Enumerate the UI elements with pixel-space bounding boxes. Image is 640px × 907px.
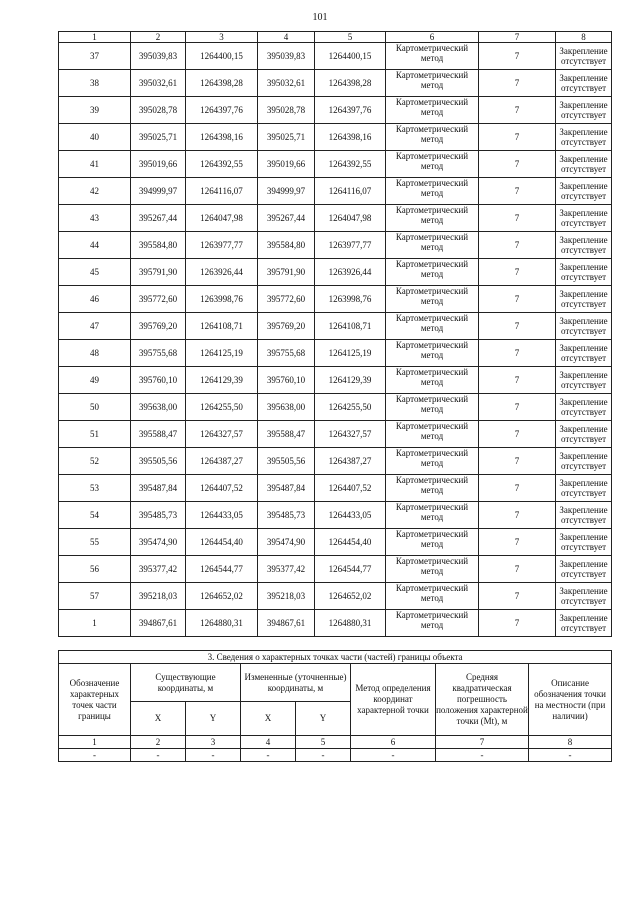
table-row xyxy=(59,421,612,448)
changed-x-cell: 395267,44 xyxy=(258,205,315,232)
changed-y-cell: 1264433,05 xyxy=(315,502,386,529)
error-cell: 7 xyxy=(479,205,556,232)
num-cell: 7 xyxy=(436,736,529,749)
changed-x-cell: 395218,03 xyxy=(258,583,315,610)
existing-y-cell: 1263926,44 xyxy=(186,259,258,286)
fixation-cell: Закрепление отсутствует xyxy=(556,610,612,637)
changed-y-cell: 1264392,55 xyxy=(315,151,386,178)
existing-x-cell: 395584,80 xyxy=(131,232,186,259)
changed-x-cell: 395769,20 xyxy=(258,313,315,340)
fixation-cell: Закрепление отсутствует xyxy=(556,583,612,610)
method-cell: Картометрический метод xyxy=(386,178,479,205)
method-cell: Картометрический метод xyxy=(386,502,479,529)
fixation-cell: Закрепление отсутствует xyxy=(556,502,612,529)
num-cell: 6 xyxy=(351,736,436,749)
empty-cell: - xyxy=(296,749,351,762)
error-cell: 7 xyxy=(479,124,556,151)
existing-y-cell: 1264387,27 xyxy=(186,448,258,475)
error-cell: 7 xyxy=(479,313,556,340)
fixation-cell: Закрепление отсутствует xyxy=(556,232,612,259)
error-cell: 7 xyxy=(479,556,556,583)
changed-y-cell: 1263977,77 xyxy=(315,232,386,259)
changed-y-cell: 1264400,15 xyxy=(315,43,386,70)
method-cell: Картометрический метод xyxy=(386,448,479,475)
section3-empty-row xyxy=(59,749,612,762)
method-cell: Картометрический метод xyxy=(386,286,479,313)
fixation-cell: Закрепление отсутствует xyxy=(556,286,612,313)
table-row xyxy=(59,313,612,340)
error-cell: 7 xyxy=(479,448,556,475)
changed-x-cell: 395638,00 xyxy=(258,394,315,421)
existing-y-cell: 1264544,77 xyxy=(186,556,258,583)
table-row xyxy=(59,178,612,205)
changed-y-cell: 1264652,02 xyxy=(315,583,386,610)
point-number-cell: 56 xyxy=(59,556,131,583)
method-cell: Картометрический метод xyxy=(386,259,479,286)
fixation-cell: Закрепление отсутствует xyxy=(556,313,612,340)
existing-y-cell: 1263977,77 xyxy=(186,232,258,259)
changed-y-cell: 1264255,50 xyxy=(315,394,386,421)
existing-y-cell: 1264398,28 xyxy=(186,70,258,97)
table-row xyxy=(59,556,612,583)
changed-y-cell: 1263926,44 xyxy=(315,259,386,286)
existing-x-cell: 394867,61 xyxy=(131,610,186,637)
table-row xyxy=(59,97,612,124)
method-cell: Картометрический метод xyxy=(386,124,479,151)
header-cell: 6 xyxy=(386,32,479,43)
table-row xyxy=(59,259,612,286)
existing-y-cell: 1264392,55 xyxy=(186,151,258,178)
fixation-cell: Закрепление отсутствует xyxy=(556,70,612,97)
existing-y-cell: 1264255,50 xyxy=(186,394,258,421)
table-row xyxy=(59,232,612,259)
existing-x-cell: 395505,56 xyxy=(131,448,186,475)
changed-x-cell: 395505,56 xyxy=(258,448,315,475)
method-cell: Картометрический метод xyxy=(386,97,479,124)
changed-x-cell: 395772,60 xyxy=(258,286,315,313)
changed-y-cell: 1263998,76 xyxy=(315,286,386,313)
header-cell: 2 xyxy=(131,32,186,43)
changed-x-cell: 395377,42 xyxy=(258,556,315,583)
point-number-cell: 45 xyxy=(59,259,131,286)
point-number-cell: 47 xyxy=(59,313,131,340)
num-cell: 2 xyxy=(131,736,186,749)
point-number-cell: 48 xyxy=(59,340,131,367)
changed-x-cell: 395584,80 xyxy=(258,232,315,259)
existing-y-cell: 1264880,31 xyxy=(186,610,258,637)
point-number-cell: 46 xyxy=(59,286,131,313)
fixation-cell: Закрепление отсутствует xyxy=(556,475,612,502)
error-cell: 7 xyxy=(479,583,556,610)
error-cell: 7 xyxy=(479,610,556,637)
error-cell: 7 xyxy=(479,394,556,421)
table-row xyxy=(59,502,612,529)
point-number-cell: 52 xyxy=(59,448,131,475)
existing-y-cell: 1264398,16 xyxy=(186,124,258,151)
changed-y-header: Y xyxy=(296,702,351,736)
empty-cell: - xyxy=(186,749,241,762)
empty-cell: - xyxy=(59,749,131,762)
existing-y-cell: 1264407,52 xyxy=(186,475,258,502)
empty-cell: - xyxy=(351,749,436,762)
section3-table xyxy=(58,650,612,762)
method-cell: Картометрический метод xyxy=(386,70,479,97)
col-changed-header: Измененные (уточненные) координаты, м xyxy=(241,664,351,702)
method-cell: Картометрический метод xyxy=(386,421,479,448)
changed-x-cell: 395019,66 xyxy=(258,151,315,178)
table-row xyxy=(59,583,612,610)
existing-x-cell: 395485,73 xyxy=(131,502,186,529)
method-cell: Картометрический метод xyxy=(386,610,479,637)
existing-y-cell: 1264108,71 xyxy=(186,313,258,340)
error-cell: 7 xyxy=(479,232,556,259)
changed-y-cell: 1264129,39 xyxy=(315,367,386,394)
existing-y-cell: 1264433,05 xyxy=(186,502,258,529)
changed-y-cell: 1264407,52 xyxy=(315,475,386,502)
existing-y-cell: 1264400,15 xyxy=(186,43,258,70)
point-number-cell: 49 xyxy=(59,367,131,394)
method-cell: Картометрический метод xyxy=(386,232,479,259)
fixation-cell: Закрепление отсутствует xyxy=(556,556,612,583)
changed-y-cell: 1264454,40 xyxy=(315,529,386,556)
changed-x-cell: 395755,68 xyxy=(258,340,315,367)
existing-x-cell: 395039,83 xyxy=(131,43,186,70)
col-designation-header: Обозначение характерных точек части границы xyxy=(59,664,131,736)
existing-x-cell: 395760,10 xyxy=(131,367,186,394)
table-row xyxy=(59,286,612,313)
changed-x-cell: 395025,71 xyxy=(258,124,315,151)
method-cell: Картометрический метод xyxy=(386,556,479,583)
table-row xyxy=(59,70,612,97)
changed-y-cell: 1264387,27 xyxy=(315,448,386,475)
error-cell: 7 xyxy=(479,475,556,502)
existing-y-cell: 1264116,07 xyxy=(186,178,258,205)
existing-x-cell: 395474,90 xyxy=(131,529,186,556)
header-cell: 3 xyxy=(186,32,258,43)
changed-y-cell: 1264116,07 xyxy=(315,178,386,205)
col-error-header: Средняя квадратическая погрешность положения характерной точки (Mt), м xyxy=(436,664,529,736)
empty-cell: - xyxy=(131,749,186,762)
table-row xyxy=(59,367,612,394)
error-cell: 7 xyxy=(479,151,556,178)
header-cell: 7 xyxy=(479,32,556,43)
fixation-cell: Закрепление отсутствует xyxy=(556,367,612,394)
error-cell: 7 xyxy=(479,340,556,367)
col-existing-header: Существующие координаты, м xyxy=(131,664,241,702)
header-cell: 8 xyxy=(556,32,612,43)
empty-cell: - xyxy=(241,749,296,762)
error-cell: 7 xyxy=(479,70,556,97)
method-cell: Картометрический метод xyxy=(386,340,479,367)
point-number-cell: 57 xyxy=(59,583,131,610)
point-number-cell: 53 xyxy=(59,475,131,502)
changed-x-cell: 394999,97 xyxy=(258,178,315,205)
fixation-cell: Закрепление отсутствует xyxy=(556,340,612,367)
num-cell: 5 xyxy=(296,736,351,749)
point-number-cell: 42 xyxy=(59,178,131,205)
method-cell: Картометрический метод xyxy=(386,43,479,70)
changed-x-cell: 395487,84 xyxy=(258,475,315,502)
changed-x-cell: 394867,61 xyxy=(258,610,315,637)
method-cell: Картометрический метод xyxy=(386,475,479,502)
changed-x-cell: 395032,61 xyxy=(258,70,315,97)
table-row xyxy=(59,529,612,556)
changed-x-cell: 395791,90 xyxy=(258,259,315,286)
method-cell: Картометрический метод xyxy=(386,583,479,610)
existing-x-cell: 395755,68 xyxy=(131,340,186,367)
changed-y-cell: 1264398,28 xyxy=(315,70,386,97)
changed-y-cell: 1264047,98 xyxy=(315,205,386,232)
table-row xyxy=(59,124,612,151)
point-number-cell: 43 xyxy=(59,205,131,232)
error-cell: 7 xyxy=(479,97,556,124)
num-cell: 8 xyxy=(529,736,612,749)
col-method-header: Метод определения координат характерной точки xyxy=(351,664,436,736)
fixation-cell: Закрепление отсутствует xyxy=(556,394,612,421)
changed-x-header: X xyxy=(241,702,296,736)
existing-x-cell: 395791,90 xyxy=(131,259,186,286)
fixation-cell: Закрепление отсутствует xyxy=(556,421,612,448)
fixation-cell: Закрепление отсутствует xyxy=(556,43,612,70)
existing-x-cell: 395028,78 xyxy=(131,97,186,124)
fixation-cell: Закрепление отсутствует xyxy=(556,151,612,178)
table-row xyxy=(59,205,612,232)
method-cell: Картометрический метод xyxy=(386,529,479,556)
existing-x-cell: 395638,00 xyxy=(131,394,186,421)
point-number-cell: 38 xyxy=(59,70,131,97)
table-row xyxy=(59,394,612,421)
existing-y-cell: 1264652,02 xyxy=(186,583,258,610)
empty-cell: - xyxy=(436,749,529,762)
error-cell: 7 xyxy=(479,421,556,448)
existing-x-cell: 394999,97 xyxy=(131,178,186,205)
error-cell: 7 xyxy=(479,502,556,529)
num-cell: 1 xyxy=(59,736,131,749)
existing-x-cell: 395772,60 xyxy=(131,286,186,313)
existing-x-cell: 395769,20 xyxy=(131,313,186,340)
point-number-cell: 1 xyxy=(59,610,131,637)
fixation-cell: Закрепление отсутствует xyxy=(556,529,612,556)
fixation-cell: Закрепление отсутствует xyxy=(556,178,612,205)
existing-x-cell: 395019,66 xyxy=(131,151,186,178)
page-number: 101 xyxy=(312,12,328,23)
table-row xyxy=(59,475,612,502)
point-number-cell: 51 xyxy=(59,421,131,448)
existing-x-cell: 395588,47 xyxy=(131,421,186,448)
changed-y-cell: 1264125,19 xyxy=(315,340,386,367)
existing-x-cell: 395025,71 xyxy=(131,124,186,151)
existing-x-cell: 395032,61 xyxy=(131,70,186,97)
error-cell: 7 xyxy=(479,286,556,313)
method-cell: Картометрический метод xyxy=(386,151,479,178)
error-cell: 7 xyxy=(479,367,556,394)
table-header-row xyxy=(59,32,612,43)
table-row xyxy=(59,610,612,637)
changed-y-cell: 1264327,57 xyxy=(315,421,386,448)
table-row xyxy=(59,340,612,367)
changed-x-cell: 395039,83 xyxy=(258,43,315,70)
changed-y-cell: 1264398,16 xyxy=(315,124,386,151)
empty-cell: - xyxy=(529,749,612,762)
fixation-cell: Закрепление отсутствует xyxy=(556,124,612,151)
method-cell: Картометрический метод xyxy=(386,313,479,340)
existing-x-cell: 395377,42 xyxy=(131,556,186,583)
num-cell: 4 xyxy=(241,736,296,749)
fixation-cell: Закрепление отсутствует xyxy=(556,205,612,232)
point-number-cell: 37 xyxy=(59,43,131,70)
section3-title: 3. Сведения о характерных точках части (частей) границы объекта xyxy=(59,651,612,664)
changed-y-cell: 1264397,76 xyxy=(315,97,386,124)
col-description-header: Описание обозначения точки на местности (при наличии) xyxy=(529,664,612,736)
fixation-cell: Закрепление отсутствует xyxy=(556,259,612,286)
changed-y-cell: 1264108,71 xyxy=(315,313,386,340)
header-cell: 5 xyxy=(315,32,386,43)
fixation-cell: Закрепление отсутствует xyxy=(556,97,612,124)
header-cell: 1 xyxy=(59,32,131,43)
existing-y-cell: 1264327,57 xyxy=(186,421,258,448)
existing-y-cell: 1264129,39 xyxy=(186,367,258,394)
existing-x-cell: 395218,03 xyxy=(131,583,186,610)
changed-x-cell: 395485,73 xyxy=(258,502,315,529)
existing-y-cell: 1264454,40 xyxy=(186,529,258,556)
error-cell: 7 xyxy=(479,529,556,556)
point-number-cell: 50 xyxy=(59,394,131,421)
existing-y-cell: 1264397,76 xyxy=(186,97,258,124)
table-row xyxy=(59,43,612,70)
existing-y-cell: 1264047,98 xyxy=(186,205,258,232)
changed-x-cell: 395588,47 xyxy=(258,421,315,448)
point-number-cell: 55 xyxy=(59,529,131,556)
existing-y-cell: 1263998,76 xyxy=(186,286,258,313)
existing-y-header: Y xyxy=(186,702,241,736)
point-number-cell: 44 xyxy=(59,232,131,259)
error-cell: 7 xyxy=(479,43,556,70)
point-number-cell: 39 xyxy=(59,97,131,124)
changed-y-cell: 1264880,31 xyxy=(315,610,386,637)
changed-x-cell: 395028,78 xyxy=(258,97,315,124)
existing-x-cell: 395267,44 xyxy=(131,205,186,232)
table-row xyxy=(59,448,612,475)
changed-y-cell: 1264544,77 xyxy=(315,556,386,583)
existing-x-cell: 395487,84 xyxy=(131,475,186,502)
coordinates-table xyxy=(58,31,612,637)
point-number-cell: 41 xyxy=(59,151,131,178)
method-cell: Картометрический метод xyxy=(386,394,479,421)
existing-x-header: X xyxy=(131,702,186,736)
error-cell: 7 xyxy=(479,259,556,286)
table-row xyxy=(59,151,612,178)
point-number-cell: 54 xyxy=(59,502,131,529)
fixation-cell: Закрепление отсутствует xyxy=(556,448,612,475)
num-cell: 3 xyxy=(186,736,241,749)
point-number-cell: 40 xyxy=(59,124,131,151)
section3-number-row xyxy=(59,736,612,749)
header-cell: 4 xyxy=(258,32,315,43)
changed-x-cell: 395474,90 xyxy=(258,529,315,556)
changed-x-cell: 395760,10 xyxy=(258,367,315,394)
error-cell: 7 xyxy=(479,178,556,205)
method-cell: Картометрический метод xyxy=(386,205,479,232)
method-cell: Картометрический метод xyxy=(386,367,479,394)
existing-y-cell: 1264125,19 xyxy=(186,340,258,367)
